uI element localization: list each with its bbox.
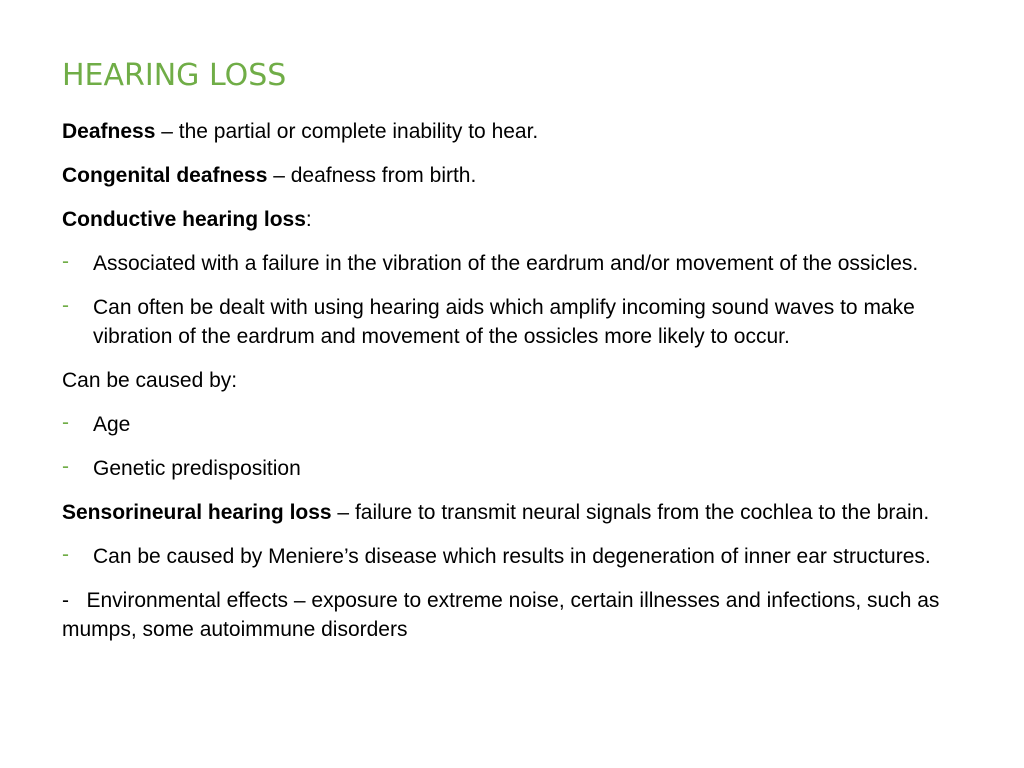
bullet-text: Age	[93, 413, 131, 436]
sensorineural-text: – failure to transmit neural signals from the cochlea to the brain.	[331, 501, 930, 524]
bullet-dash: -	[62, 411, 69, 434]
bullet-text: Can be caused by Meniere’s disease which results in degeneration of inner ear structures.	[93, 545, 931, 568]
congenital-text: – deafness from birth.	[267, 164, 477, 187]
bullet-text: Can often be dealt with using hearing aids which amplify incoming sound waves to make vibration of the eardrum and movement of the ossicles more likely to occur.	[93, 296, 915, 348]
conductive-bullet-1	[62, 249, 992, 278]
bullet-dash: -	[62, 250, 69, 273]
bullet-text: Associated with a failure in the vibration of the eardrum and/or movement of the ossicles.	[93, 252, 919, 275]
cause-bullet-age	[62, 410, 992, 439]
cause-bullet-genetic	[62, 454, 992, 483]
bullet-dash: -	[62, 543, 69, 566]
bullet-dash: -	[62, 294, 69, 317]
deafness-text: – the partial or complete inability to hear.	[155, 120, 539, 143]
deafness-definition	[62, 117, 992, 146]
congenital-definition	[62, 161, 992, 190]
bullet-text: Genetic predisposition	[93, 457, 301, 480]
conductive-heading	[62, 205, 992, 234]
slide-title: HEARING LOSS	[62, 58, 287, 93]
sensorineural-definition	[62, 498, 992, 527]
conductive-colon: :	[305, 208, 312, 231]
bullet-dash: -	[62, 455, 69, 478]
deafness-term: Deafness	[62, 120, 156, 143]
slide-body	[62, 117, 992, 659]
congenital-term: Congenital deafness	[62, 164, 268, 187]
causes-heading: Can be caused by:	[62, 369, 238, 392]
sensorineural-bullet-1	[62, 542, 992, 571]
environmental-effects: - Environmental effects – exposure to extreme noise, certain illnesses and infections, such as mumps, some autoimmune disorders	[62, 589, 946, 641]
conductive-term: Conductive hearing loss	[62, 208, 306, 231]
conductive-bullet-2	[62, 293, 992, 351]
sensorineural-term: Sensorineural hearing loss	[62, 501, 332, 524]
